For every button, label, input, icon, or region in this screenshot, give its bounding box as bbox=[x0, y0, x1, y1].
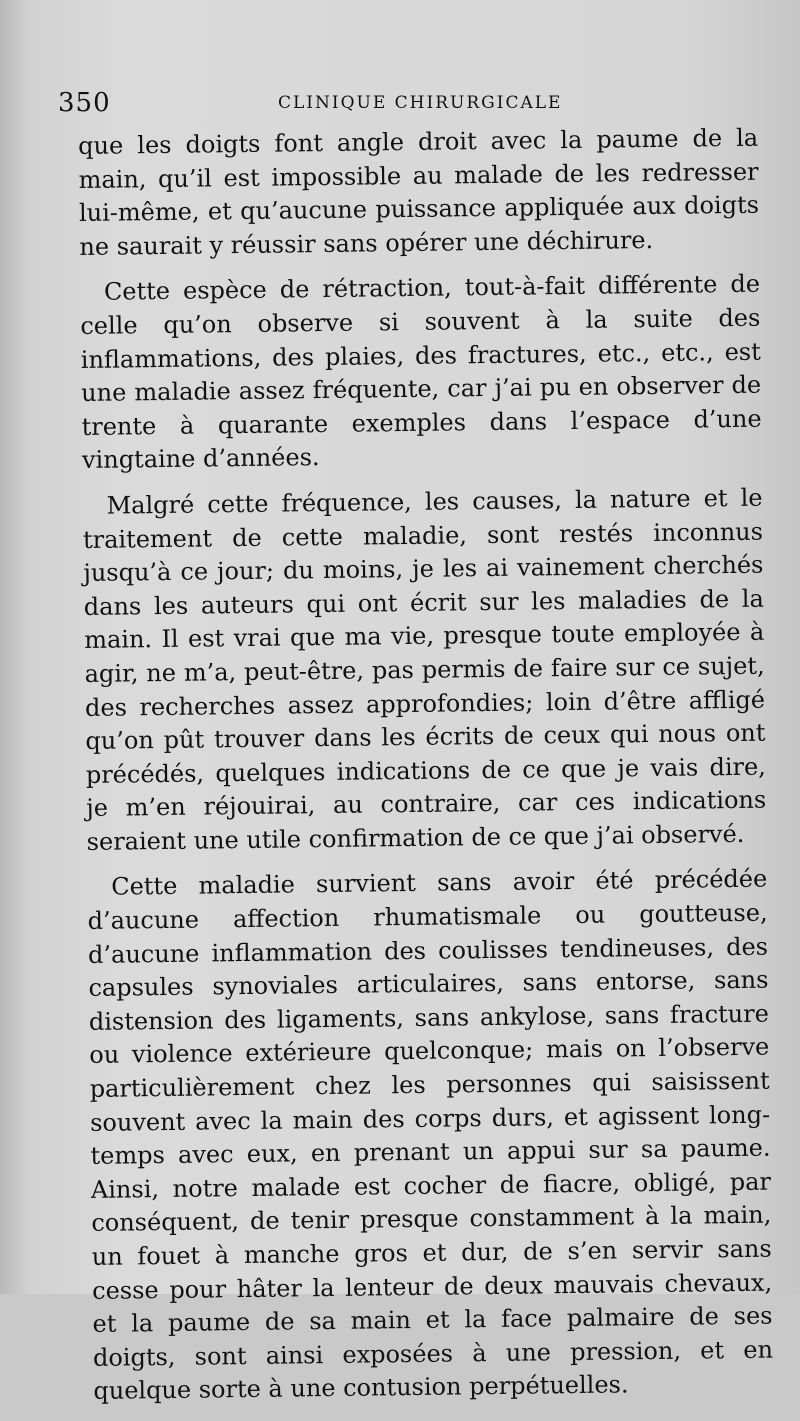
running-title: CLINIQUE CHIRURGICALE bbox=[278, 93, 563, 113]
page-number: 350 bbox=[58, 88, 111, 118]
paragraph-4: Cette maladie survient sans avoir été précédée d’aucune affection rhumatismale ou goutteuse, d’aucune inflammation des coulisses tendineuses, des capsules synoviales articulaires, sans entorse, sans distension des ligaments, sans ankylose, sans fracture ou violence extérieure quelconque; mais on l’observe particulièrement chez les personnes qui saisissent souvent avec la main des corps durs, et agissent long-temps avec eux, en prenant un appui sur sa paume. Ainsi, notre malade est cocher de fiacre, obligé, par conséquent, de tenir presque constamment à la main, un fouet à manche gros et dur, de s’en servir sans cesse pour hâter la lenteur de deux mauvais chevaux, et la paume de sa main et la face palmaire de ses doigts, sont ainsi exposées à une pression, et en quelque sorte à une contusion perpétuelles. bbox=[87, 865, 774, 1406]
paragraph-3: Malgré cette fréquence, les causes, la nature et le traitement de cette maladie, sont restés inconnus jusqu’à ce jour; du moins, je les ai vainement cherchés dans les auteurs qui ont écrit sur les maladies de la main. Il est vrai que ma vie, presque toute employée à agir, ne m’a, peut-être, pas permis de faire sur ce sujet, des recherches assez approfondies; loin d’être affligé qu’on pût trouver dans les écrits de ceux qui nous ont précédés, quelques indications de ce que je vais dire, je m’en réjouirai, au contraire, car ces indications seraient une utile confirmation de ce que j’ai observé. bbox=[82, 483, 767, 856]
page-header bbox=[58, 88, 748, 118]
paragraph-2: Cette espèce de rétraction, tout-à-fait différente de celle qu’on observe si souvent à la suite des inflammations, des plaies, des fractures, etc., etc., est une maladie assez fréquente, car j’ai pu en observer de trente à quarante exemples dans l’espace d’une vingtaine d’années. bbox=[80, 270, 762, 475]
paragraph-1: que les doigts font angle droit avec la paume de la main, qu’il est impossible au malade de les redresser lui-même, et qu’aucune puissance appliquée aux doigts ne saurait y réussir sans opérer une déchirure. bbox=[78, 123, 760, 261]
page-body bbox=[78, 122, 774, 1421]
